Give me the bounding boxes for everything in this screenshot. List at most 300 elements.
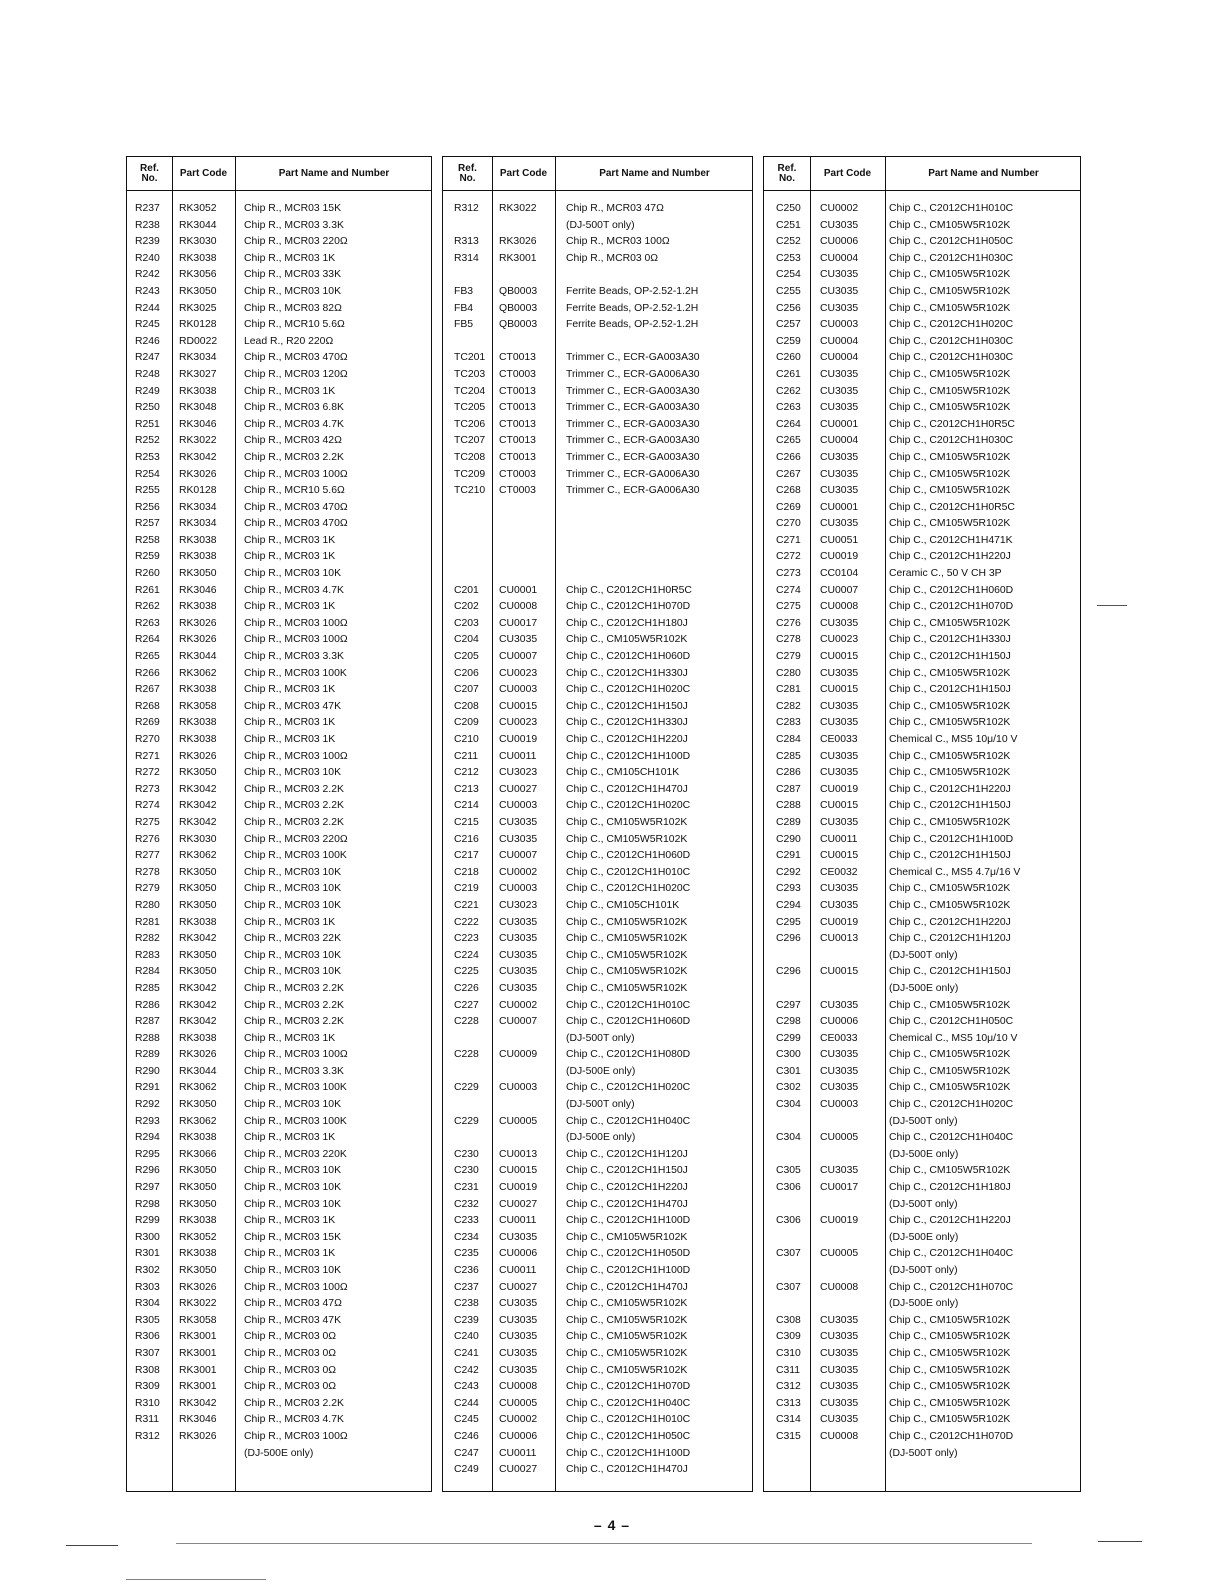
part-name: Chip R., MCR03 3.3K	[244, 1065, 344, 1077]
part-code: CU0015	[820, 651, 859, 663]
table-header	[443, 157, 752, 191]
part-name: Chip C., CM105W5R102K	[889, 485, 1011, 497]
part-name: Chip C., C2012CH1H180J	[566, 617, 688, 629]
part-code: CU0023	[499, 667, 538, 679]
part-code: RK3001	[179, 1347, 217, 1359]
part-name: Chip C., C2012CH1H100D	[566, 1215, 691, 1227]
part-code: CU3035	[820, 767, 859, 779]
part-name: Chip C., CM105W5R102K	[889, 1414, 1011, 1426]
part-name: Chip C., CM105W5R102K	[889, 1082, 1011, 1094]
table-row	[127, 1263, 431, 1280]
part-name: Chip R., MCR03 4.7K	[244, 584, 344, 596]
part-name: Chip C., CM105W5R102K	[889, 899, 1011, 911]
ref-no: C237	[454, 1281, 479, 1293]
part-name: Chip C., C2012CH1H030C	[889, 252, 1014, 264]
part-name: Chemical C., MS5 10μ/10 V	[889, 734, 1018, 745]
ref-no: C285	[776, 750, 801, 762]
part-code: CU3035	[820, 883, 859, 895]
table-row	[443, 367, 752, 384]
header-ref-no: Ref. No.	[458, 162, 477, 184]
table-row	[443, 682, 752, 699]
ref-no: C229	[454, 1082, 479, 1094]
part-name: Chip C., CM105W5R102K	[889, 700, 1011, 712]
ref-no: R295	[135, 1148, 160, 1160]
part-name: Chip C., C2012CH1H100D	[566, 750, 691, 762]
part-name: Chip C., CM105W5R102K	[566, 833, 688, 845]
ref-no: C241	[454, 1347, 479, 1359]
part-name: Chip C., C2012CH1H020C	[566, 800, 691, 812]
table-row	[764, 998, 1080, 1015]
table-row	[127, 881, 431, 898]
ref-no: R285	[135, 982, 160, 994]
part-code: CT0003	[499, 485, 536, 497]
table-row	[443, 467, 752, 484]
part-name: Chip C., C2012CH1H020C	[566, 684, 691, 696]
ref-no: C247	[454, 1447, 479, 1459]
part-code: CU0011	[499, 1447, 537, 1459]
part-name: Chip C., CM105W5R102K	[566, 933, 688, 945]
part-code: CU0013	[499, 1148, 538, 1160]
ref-no: C304	[776, 1132, 801, 1144]
part-name: Chip C., C2012CH1H150J	[889, 850, 1011, 862]
part-name: Chip C., C2012CH1H020C	[566, 883, 691, 895]
scan-line-center	[176, 1543, 1032, 1544]
table-row	[764, 666, 1080, 683]
ref-no: C282	[776, 700, 801, 712]
table-row	[764, 1346, 1080, 1363]
table-row	[443, 1246, 752, 1263]
table-row	[127, 915, 431, 932]
table-row	[443, 765, 752, 782]
part-code: RK0128	[179, 319, 217, 331]
table-row	[764, 467, 1080, 484]
ref-no: R246	[135, 335, 160, 347]
ref-no: C292	[776, 866, 801, 878]
part-name: Chip C., C2012CH1H050C	[889, 236, 1014, 248]
table-row	[443, 1446, 752, 1463]
part-name: (DJ-500E only)	[889, 1231, 959, 1243]
table-row	[127, 566, 431, 583]
part-name: Chip C., C2012CH1H470J	[566, 1198, 688, 1210]
part-name: Chip C., CM105W5R102K	[889, 468, 1011, 480]
part-code: RK3034	[179, 352, 217, 364]
part-code: CU0008	[820, 601, 859, 613]
ref-no: FB3	[454, 285, 474, 297]
part-name: Chip R., MCR03 1K	[244, 534, 336, 546]
part-code: CU0011	[820, 833, 858, 845]
part-code: CT0013	[499, 418, 536, 430]
part-name: Chip R., MCR03 0Ω	[244, 1347, 337, 1359]
ref-no: C312	[776, 1381, 801, 1393]
table-row	[443, 832, 752, 849]
table-row	[764, 549, 1080, 566]
part-code: RK3042	[179, 933, 217, 945]
ref-no: C307	[776, 1281, 801, 1293]
table-row	[764, 533, 1080, 550]
ref-no: R252	[135, 435, 160, 447]
ref-no: R263	[135, 617, 160, 629]
ref-no: C203	[454, 617, 479, 629]
ref-no: C213	[454, 783, 479, 795]
table-row	[764, 782, 1080, 799]
table-row	[764, 367, 1080, 384]
table-row	[764, 267, 1080, 284]
table-row	[443, 251, 752, 268]
ref-no: R259	[135, 551, 160, 563]
part-code: RK3050	[179, 966, 217, 978]
part-name: Chip C., C2012CH1H070D	[566, 601, 691, 613]
part-code: RK3062	[179, 850, 217, 862]
table-row	[764, 1147, 1080, 1164]
table-row	[443, 516, 752, 533]
part-name: Chip C., CM105W5R102K	[889, 1381, 1011, 1393]
part-name: Chip C., CM105W5R102K	[566, 966, 688, 978]
ref-no: R258	[135, 534, 160, 546]
table-row	[764, 1047, 1080, 1064]
part-code: CU3035	[820, 1397, 859, 1409]
part-code: CU3035	[499, 982, 538, 994]
table-row	[127, 632, 431, 649]
part-name: Chip R., MCR03 10K	[244, 568, 342, 580]
table-row	[127, 948, 431, 965]
part-code: RK3001	[179, 1331, 217, 1343]
part-code: CU3035	[820, 750, 859, 762]
ref-no: R278	[135, 866, 160, 878]
ref-no: C299	[776, 1032, 801, 1044]
ref-no: C273	[776, 568, 801, 580]
part-name: Chip R., MCR03 100K	[244, 1115, 347, 1127]
part-name: Chip R., MCR03 2.2K	[244, 816, 344, 828]
ref-no: C296	[776, 966, 801, 978]
part-name: Chip C., CM105W5R102K	[889, 402, 1011, 414]
part-name: (DJ-500T only)	[566, 1032, 635, 1044]
table-row	[127, 1163, 431, 1180]
ref-no: C222	[454, 916, 479, 928]
ref-no: R275	[135, 816, 160, 828]
part-code: RK3050	[179, 767, 217, 779]
part-code: CU3035	[820, 1364, 859, 1376]
table-row	[764, 1130, 1080, 1147]
part-name: Trimmer C., ECR-GA006A30	[566, 468, 700, 480]
part-name: Chip R., MCR03 4.7K	[244, 418, 344, 430]
part-name: (DJ-500T only)	[566, 1099, 635, 1111]
table-row	[443, 483, 752, 500]
table-row	[127, 1280, 431, 1297]
part-code: CU3035	[499, 833, 538, 845]
part-name: Chip C., C2012CH1H040C	[889, 1248, 1014, 1260]
table-row	[764, 1363, 1080, 1380]
part-code: RK3042	[179, 783, 217, 795]
part-code: CT0013	[499, 385, 536, 397]
part-code: CU0005	[499, 1115, 538, 1127]
ref-no: R260	[135, 568, 160, 580]
ref-no: R262	[135, 601, 160, 613]
table-row	[764, 1230, 1080, 1247]
table-row	[127, 865, 431, 882]
table-row	[127, 699, 431, 716]
table-row	[127, 1230, 431, 1247]
part-name: Chip C., CM105W5R102K	[889, 1364, 1011, 1376]
part-code: CU3035	[820, 1049, 859, 1061]
part-code: CE0032	[820, 866, 858, 878]
part-code: CU3035	[499, 1347, 538, 1359]
ref-no: R270	[135, 734, 160, 745]
ref-no: C209	[454, 717, 479, 729]
part-code: CU0015	[820, 850, 859, 862]
table-row	[443, 1379, 752, 1396]
part-code: RK3058	[179, 1314, 217, 1326]
ref-no: C301	[776, 1065, 801, 1077]
ref-no: R292	[135, 1099, 160, 1111]
part-name: Chip C., CM105W5R102K	[566, 1331, 688, 1343]
ref-no: C235	[454, 1248, 479, 1260]
part-code: CU0002	[499, 866, 538, 878]
part-code: RK3025	[179, 302, 217, 314]
ref-no: C281	[776, 684, 801, 696]
part-name: Chip C., CM105W5R102K	[889, 451, 1011, 463]
ref-no: R307	[135, 1347, 160, 1359]
part-name: Chip R., MCR03 3.3K	[244, 651, 344, 663]
ref-no: R286	[135, 999, 160, 1011]
scan-line-bottom	[126, 1579, 266, 1580]
table-row	[443, 1412, 752, 1429]
table-row	[127, 1396, 431, 1413]
part-code: CU3035	[820, 1331, 859, 1343]
table-row	[764, 749, 1080, 766]
part-code: CU0007	[499, 651, 538, 663]
ref-no: C296	[776, 933, 801, 945]
part-name: Chip C., C2012CH1H050C	[566, 1430, 691, 1442]
part-name: Chip C., C2012CH1H020C	[566, 1082, 691, 1094]
ref-no: R237	[135, 203, 160, 214]
part-name: Chip R., MCR03 4.7K	[244, 1414, 344, 1426]
table-row	[443, 1346, 752, 1363]
ref-no: C210	[454, 734, 479, 745]
part-name: Chip R., MCR03 2.2K	[244, 800, 344, 812]
ref-no: R264	[135, 634, 160, 646]
table-row	[443, 915, 752, 932]
ref-no: C238	[454, 1298, 479, 1310]
table-row	[764, 317, 1080, 334]
part-name: Chip R., MCR03 470Ω	[244, 518, 348, 530]
part-code: CU0019	[820, 551, 859, 563]
part-code: CU3035	[820, 899, 859, 911]
part-code: CT0003	[499, 468, 536, 480]
part-name: Chip R., MCR03 100Ω	[566, 236, 670, 248]
table-row	[443, 964, 752, 981]
table-row	[443, 1296, 752, 1313]
ref-no: C223	[454, 933, 479, 945]
table-row	[764, 1446, 1080, 1463]
part-name: (DJ-500T only)	[566, 219, 635, 231]
ref-no: R255	[135, 485, 160, 497]
table-row	[127, 1296, 431, 1313]
ref-no: C291	[776, 850, 801, 862]
part-name: Chip R., MCR03 47K	[244, 700, 342, 712]
part-name: Chip C., CM105W5R102K	[889, 667, 1011, 679]
part-code: CT0013	[499, 352, 536, 364]
ref-no: C208	[454, 700, 479, 712]
part-code: CU0023	[499, 717, 538, 729]
ref-no: TC204	[454, 385, 486, 397]
part-code: RK3038	[179, 551, 217, 563]
part-code: RK3044	[179, 1065, 217, 1077]
ref-no: R276	[135, 833, 160, 845]
part-code: CU0006	[499, 1248, 538, 1260]
part-name: Chip C., C2012CH1H330J	[566, 667, 688, 679]
table-row	[443, 848, 752, 865]
ref-no: C206	[454, 667, 479, 679]
part-code: RK3026	[179, 1281, 217, 1293]
ref-no: R271	[135, 750, 160, 762]
table-row	[443, 815, 752, 832]
part-name: Chip R., MCR03 2.2K	[244, 999, 344, 1011]
part-code: CU0019	[499, 734, 538, 745]
ref-no: C227	[454, 999, 479, 1011]
table-row	[443, 549, 752, 566]
table-row	[127, 450, 431, 467]
ref-no: R309	[135, 1381, 160, 1393]
table-row	[127, 715, 431, 732]
table-row	[443, 1263, 752, 1280]
part-name: Chip C., CM105W5R102K	[566, 1231, 688, 1243]
part-code: CU0017	[820, 1182, 859, 1194]
part-code: CU3035	[499, 1298, 538, 1310]
table-row	[443, 1329, 752, 1346]
ref-no: R304	[135, 1298, 160, 1310]
part-name: Chip C., CM105W5R102K	[566, 634, 688, 646]
part-name: Chip C., C2012CH1H010C	[889, 203, 1014, 214]
part-code: RK3038	[179, 252, 217, 264]
part-name: Chip R., MCR03 42Ω	[244, 435, 342, 447]
part-code: RK3038	[179, 1248, 217, 1260]
ref-no: R250	[135, 402, 160, 414]
part-code: CC0104	[820, 568, 859, 580]
table-row	[764, 1379, 1080, 1396]
ref-no: R313	[454, 236, 479, 248]
ref-no: C232	[454, 1198, 479, 1210]
table-row	[764, 699, 1080, 716]
table-row	[764, 516, 1080, 533]
part-code: RK3050	[179, 1099, 217, 1111]
part-name: Chip R., MCR03 100K	[244, 850, 347, 862]
table-row	[764, 682, 1080, 699]
table-row	[764, 715, 1080, 732]
part-code: CU3035	[820, 402, 859, 414]
part-code: CU0009	[499, 1049, 538, 1061]
part-code: RK3050	[179, 866, 217, 878]
table-row	[764, 334, 1080, 351]
ref-no: R249	[135, 385, 160, 397]
table-row	[764, 1396, 1080, 1413]
ref-no: C202	[454, 601, 479, 613]
part-code: RK3050	[179, 1198, 217, 1210]
part-name: Chip R., MCR03 10K	[244, 1198, 342, 1210]
table-row	[443, 350, 752, 367]
ref-no: C261	[776, 368, 801, 380]
part-name: Chip C., C2012CH1H020C	[889, 1099, 1014, 1111]
part-name: Chip C., CM105W5R102K	[566, 1347, 688, 1359]
table-row	[127, 234, 431, 251]
table-row	[764, 234, 1080, 251]
part-name: Chip C., CM105W5R102K	[889, 302, 1011, 314]
part-code: RK3027	[179, 368, 217, 380]
part-code: CU3035	[499, 916, 538, 928]
ref-no: R281	[135, 916, 160, 928]
part-code: CU3035	[820, 302, 859, 314]
table-row	[127, 467, 431, 484]
table-row	[127, 400, 431, 417]
table-body	[443, 201, 752, 1479]
part-name: Chip C., C2012CH1H100D	[889, 833, 1014, 845]
ref-no: R251	[135, 418, 160, 430]
part-code: CU0008	[499, 601, 538, 613]
table-row	[764, 616, 1080, 633]
part-name: Chip C., C2012CH1H050C	[889, 1016, 1014, 1028]
ref-no: R265	[135, 651, 160, 663]
table-row	[127, 350, 431, 367]
part-name: Chip R., MCR03 1K	[244, 601, 336, 613]
part-name: Trimmer C., ECR-GA006A30	[566, 368, 700, 380]
ref-no: C228	[454, 1016, 479, 1028]
table-row	[443, 1114, 752, 1131]
part-name: Chip C., C2012CH1H470J	[566, 783, 688, 795]
part-code: CU3035	[499, 1331, 538, 1343]
ref-no: C259	[776, 335, 801, 347]
part-code: CU3035	[820, 700, 859, 712]
ref-no: R268	[135, 700, 160, 712]
table-row	[443, 881, 752, 898]
ref-no: C269	[776, 501, 801, 513]
part-code: RK3042	[179, 800, 217, 812]
part-name: Chip R., MCR03 1K	[244, 1248, 336, 1260]
part-code: CU0015	[499, 700, 538, 712]
part-name: Trimmer C., ECR-GA003A30	[566, 435, 700, 447]
table-row	[443, 400, 752, 417]
table-row	[127, 301, 431, 318]
ref-no: C290	[776, 833, 801, 845]
table-row	[127, 616, 431, 633]
part-code: RD0022	[179, 335, 218, 347]
part-code: CU0005	[820, 1132, 859, 1144]
part-name: Chip C., C2012CH1H150J	[889, 800, 1011, 812]
table-row	[443, 1014, 752, 1031]
header-ref-no: Ref. No.	[777, 162, 797, 184]
part-code: RK3044	[179, 219, 217, 231]
ref-no: R308	[135, 1364, 160, 1376]
table-row	[443, 749, 752, 766]
part-code: CU0004	[820, 252, 859, 264]
part-name: Chip R., MCR03 10K	[244, 883, 342, 895]
part-code: CU0003	[499, 684, 538, 696]
table-row	[127, 898, 431, 915]
part-name: Chip R., MCR03 1K	[244, 734, 336, 745]
table-row	[764, 433, 1080, 450]
part-code: RK3001	[179, 1381, 217, 1393]
part-name: Chip R., MCR03 1K	[244, 551, 336, 563]
table-body	[127, 201, 431, 1462]
table-row	[127, 267, 431, 284]
table-row	[764, 931, 1080, 948]
ref-no: C289	[776, 816, 801, 828]
header-part-name: Part Name and Number	[278, 167, 390, 179]
table-row	[443, 1462, 752, 1479]
table-row	[127, 649, 431, 666]
table-row	[764, 1280, 1080, 1297]
table-row	[764, 649, 1080, 666]
table-row	[127, 483, 431, 500]
ref-no: R253	[135, 451, 160, 463]
